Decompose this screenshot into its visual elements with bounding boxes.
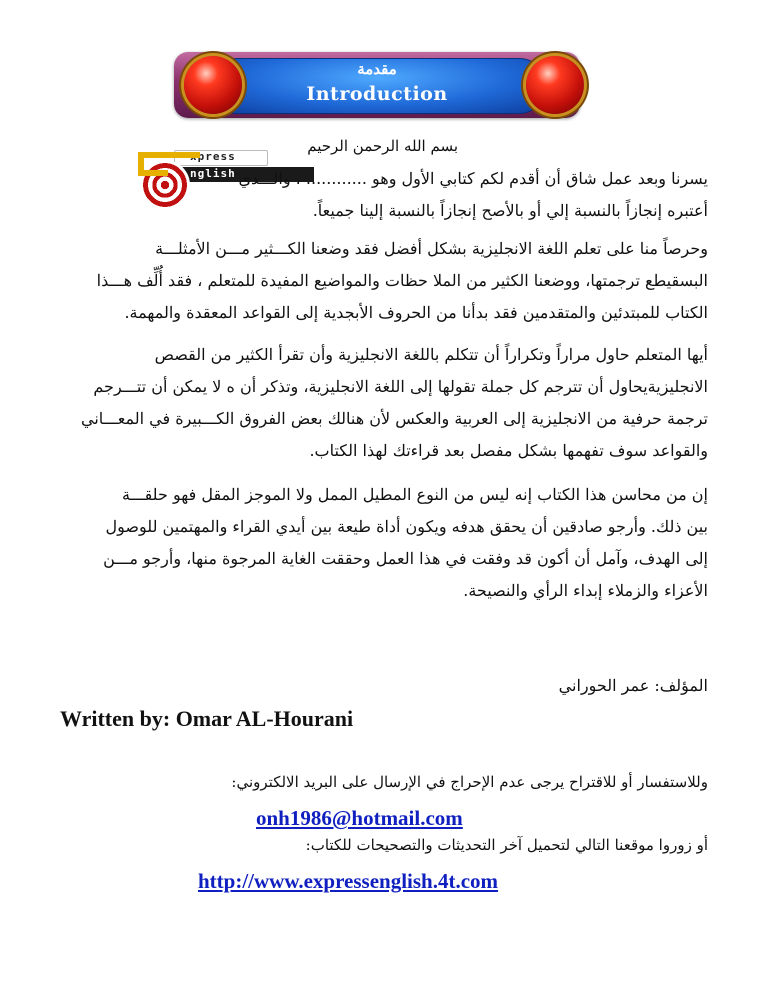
paragraph-2-line-2: البسقيطع ترجمتها، ووضعنا الكثير من الملا حظات والمواضيع المفيدة للمتعلم ، فقد أُلِّف هـــذا [96, 271, 708, 290]
paragraph-1-line-1: يسرنا وبعد عمل شاق أن أقدم لكم كتابي الأول وهو ............ ، والـــذي [238, 169, 708, 188]
visit-note: أو زوروا موقعنا التالي لتحميل آخر التحديثات والتصحيحات للكتاب: [305, 836, 708, 854]
written-by: Written by: Omar AL-Hourani [60, 706, 354, 731]
header-title-arabic: مقدمة [357, 60, 397, 78]
website-link[interactable]: http://www.expressenglish.4t.com [198, 869, 499, 893]
contact-note: وللاستفسار أو للاقتراح يرجى عدم الإحراج في الإرسال على البريد الالكتروني: [231, 773, 708, 791]
paragraph-3 [81, 339, 708, 467]
paragraph-4-line-4: الأعزاء والزملاء إبداء الرأي والنصيحة. [463, 581, 708, 600]
paragraph-2 [97, 233, 708, 329]
basmala: بسم الله الرحمن الرحيم [307, 137, 458, 155]
paragraph-3-line-4: والقواعد سوف تفهمها بشكل مفصل بعد قراءتك لهذا الكتاب. [309, 441, 708, 460]
paragraph-1 [118, 163, 708, 227]
paragraph-4 [103, 479, 708, 607]
paragraph-4-line-2: بين ذلك. وأرجو صادقين أن يحقق هدفه ويكون أداة طيعة بين أيدي القراء والمهتمين للوصول [105, 517, 708, 536]
paragraph-1-line-2: أعتبره إنجازاً بالنسبة إلي أو بالأصح إنجازاً بالنسبة إلينا جميعاً. [312, 201, 708, 220]
logo-text-xpress: xpress [190, 150, 236, 163]
paragraph-4-line-3: إلى الهدف، وآمل أن أكون قد وفقت في هذا العمل وحققت الغاية المرجوة منها، وأرجو مـــن [103, 549, 708, 568]
author-arabic: المؤلف: عمر الحوراني [558, 676, 708, 695]
paragraph-2-line-1: وحرصاً منا على تعلم اللغة الانجليزية بشكل أفضل فقد وضعنا الكـــثير مـــن الأمثلـــة [155, 239, 708, 258]
paragraph-3-line-3: ترجمة حرفية من الانجليزية إلى العربية والعكس لأن هنالك بعض الفروق الكـــبيرة في المعـــاني [81, 409, 708, 428]
paragraph-3-line-2: الانجليزيةيحاول أن تترجم كل جملة تقولها إلى اللغة الانجليزية، وتذكر أن ه لا يمكن أن تتـــرجم [93, 377, 708, 396]
header-title-english: Introduction [306, 83, 448, 105]
email-link[interactable]: onh1986@hotmail.com [256, 806, 463, 830]
logo-text-nglish: nglish [190, 167, 236, 180]
paragraph-3-line-1: أيها المتعلم حاول مراراً وتكراراً أن تتكلم باللغة الانجليزية وأن تقرأ الكثير من القصص [154, 345, 708, 364]
paragraph-4-line-1: إن من محاسن هذا الكتاب إنه ليس من النوع المطيل الممل ولا الموجز المقل فهو حلقـــة [121, 485, 708, 504]
paragraph-2-line-3: الكتاب للمبتدئين والمتقدمين فقد بدأنا من الحروف الأبجدية إلى القواعد المعقدة والمهمة. [124, 303, 708, 322]
